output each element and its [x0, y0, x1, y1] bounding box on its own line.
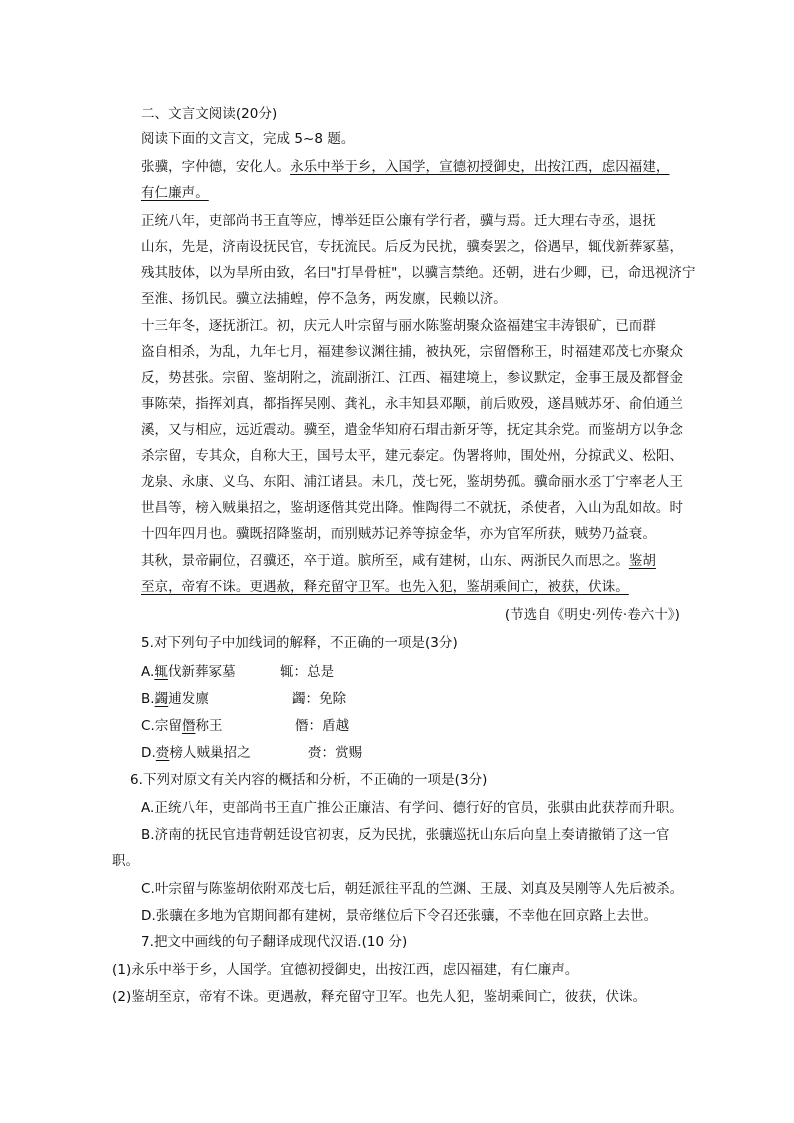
option-letter: B. [141, 691, 155, 707]
option-letter: C. [141, 718, 155, 734]
q5-option-d-gloss: 赍：赏赐 [308, 745, 363, 761]
q5-option-a-gloss: 辄：总是 [280, 664, 335, 680]
q5-option-b [141, 689, 209, 709]
passage-para-3-line: 世昌等，榜入贼巢招之，鉴胡逐偕其党出降。惟陶得二不就抚，杀使者，入山为乱如故。时 [141, 500, 683, 516]
passage-para-3-line: 溪，又与相应，远近震动。骥至，遣金华知府石瑁击新牙等，抚定其余党。而鉴胡方以争念 [141, 422, 683, 438]
underlined-word: 蠲 [154, 691, 169, 707]
passage-intro: 张骥，字仲德，安化人。 [141, 159, 291, 175]
q5-option-b-gloss: 蠲：免除 [292, 691, 347, 707]
q7-sentence-2: (2)鉴胡至京，帝宥不诛。更遇赦，释充留守卫军。也先人犯，鉴胡乘间亡，彼获，伏诛。 [112, 989, 647, 1005]
option-phrase: 榜人贼巢招之 [169, 745, 251, 761]
passage-para-3-line: 反，势甚张。宗留、鉴胡附之，流副浙江、江西、福建境上，参议默定，金事王晟及都督金 [141, 370, 683, 386]
q5-option-c-gloss: 僭：盾越 [295, 718, 350, 734]
passage-para-3-line: 十三年冬，逐抚浙江。初，庆元人叶宗留与丽水陈鉴胡聚众盗福建宝丰涛银矿，已而群 [141, 318, 656, 334]
q5-option-d [141, 743, 251, 763]
passage-para-2-line: 山东，先是，济南设抚民官，专抚流民。后反为民扰，骥奏罢之，俗遇早，辄伐新葬冢墓， [141, 239, 683, 255]
passage-para-2-line: 残其肢体，以为旱所由致，名曰"打旱骨桩"，以骥言禁绝。还朝，进右少卿，已，命迅视济宁 [141, 265, 696, 281]
q5-option-a [141, 662, 236, 682]
underlined-sentence-1: 永乐中举于乡，入国学，宣德初授御史，出按江西，虑囚福建， [290, 159, 670, 175]
section-title: 二、文言文阅读(20分) [141, 106, 278, 122]
q6-option-b-line-1: B.济南的抚民官违背朝廷设官初衷，反为民扰，张骧巡抚山东后向皇上奏请撤销了这一官 [141, 827, 670, 843]
passage-para-3-line: 十四年四月也。骥既招降鉴胡，而别贼苏记养等掠金华，亦为官军所获，贼势乃益衰。 [141, 526, 656, 542]
passage-para-4-text: 其秋，景帝嗣位，召骥还，卒于道。膑所至，咸有建树，山东、两浙民久而思之。 [141, 553, 629, 569]
question-6-stem: 6.下列对原文有关内容的概括和分析，不正确的一项是(3分) [130, 772, 488, 788]
option-phrase: 伐新葬冢墓 [167, 664, 236, 680]
q6-option-a: A.正统八年，吏部尚书王直广推公正廉洁、有学问、德行好的官员，张骐由此获荐而升职。 [141, 800, 683, 816]
q6-option-c: C.叶宗留与陈鉴胡依附邓茂七后，朝廷派往平乱的竺渊、王晟、刘真及吴刚等人先后被杀。 [141, 881, 684, 897]
q6-option-d: D.张骧在多地为官期间都有建树，景帝继位后下令召还张骧，不幸他在回京路上去世。 [141, 908, 658, 924]
passage-para-4-line-1 [141, 551, 656, 571]
option-letter: A. [141, 664, 155, 680]
passage-para-3-line: 杀宗留，专其众，自称大王，国号太平，建元泰定。伪署将帅，围处州，分掠武义、松阳、 [141, 448, 683, 464]
option-phrase: 称王 [195, 718, 223, 734]
underlined-word: 僭 [181, 718, 196, 734]
instruction: 阅读下面的文言文，完成 5~8 题。 [141, 131, 355, 147]
passage-para-3-line: 事陈荣，指挥刘真，都指挥吴刚、龚礼，永丰知县邓颙，前后败殁，遂昌贼苏牙、俞伯通兰 [141, 396, 683, 412]
question-7-stem: 7.把文中画线的句子翻译成现代汉语.(10 分) [141, 934, 408, 950]
passage-para-3-line: 龙泉、永康、义乌、东阳、浦江诸县。未几，茂七死，鉴胡势孤。骥命丽水丞丁宁率老人王 [141, 474, 683, 490]
q5-option-c [141, 716, 223, 736]
q6-option-b-line-2: 职。 [112, 853, 140, 869]
passage-para-2-line: 正统八年，吏部尚书王直等应，博举廷臣公廉有学行者，骥与焉。迁大理右寺丞，退抚 [141, 213, 656, 229]
option-letter: D. [141, 745, 156, 761]
underlined-word: 辄 [154, 664, 168, 680]
option-phrase: 逋发廪 [168, 691, 209, 707]
passage-para-2-line: 至淮、扬饥民。骥立法捕蝗，停不急务，两发廪，民赖以济。 [141, 291, 507, 307]
underlined-sentence-2-start: 鉴胡 [628, 553, 656, 569]
underlined-sentence-2-rest: 至京，帝宥不诛。更遇赦，释充留守卫军。也先入犯，鉴胡乘间亡，被获，伏诛。 [141, 579, 629, 595]
source-citation: (节选自《明史·列传·卷六十》) [504, 607, 680, 623]
q7-sentence-1: (1)永乐中举于乡，人国学。宜德初授御史，出按江西，虑囚福建，有仁廉声。 [112, 962, 579, 978]
question-5-stem: 5.对下列句子中加线词的解释，不正确的一项是(3分) [141, 635, 458, 651]
option-phrase-prefix: 宗留 [154, 718, 182, 734]
passage-para-1-line-1 [141, 157, 669, 177]
passage-para-1-line-2: 有仁廉声。 [141, 185, 209, 201]
passage-para-3-line: 盗自相杀，为乱，九年七月，福建参议渊往捕，被执死，宗留僭称王，时福建邓茂七亦聚众 [141, 344, 683, 360]
underlined-word: 赍 [155, 745, 170, 761]
